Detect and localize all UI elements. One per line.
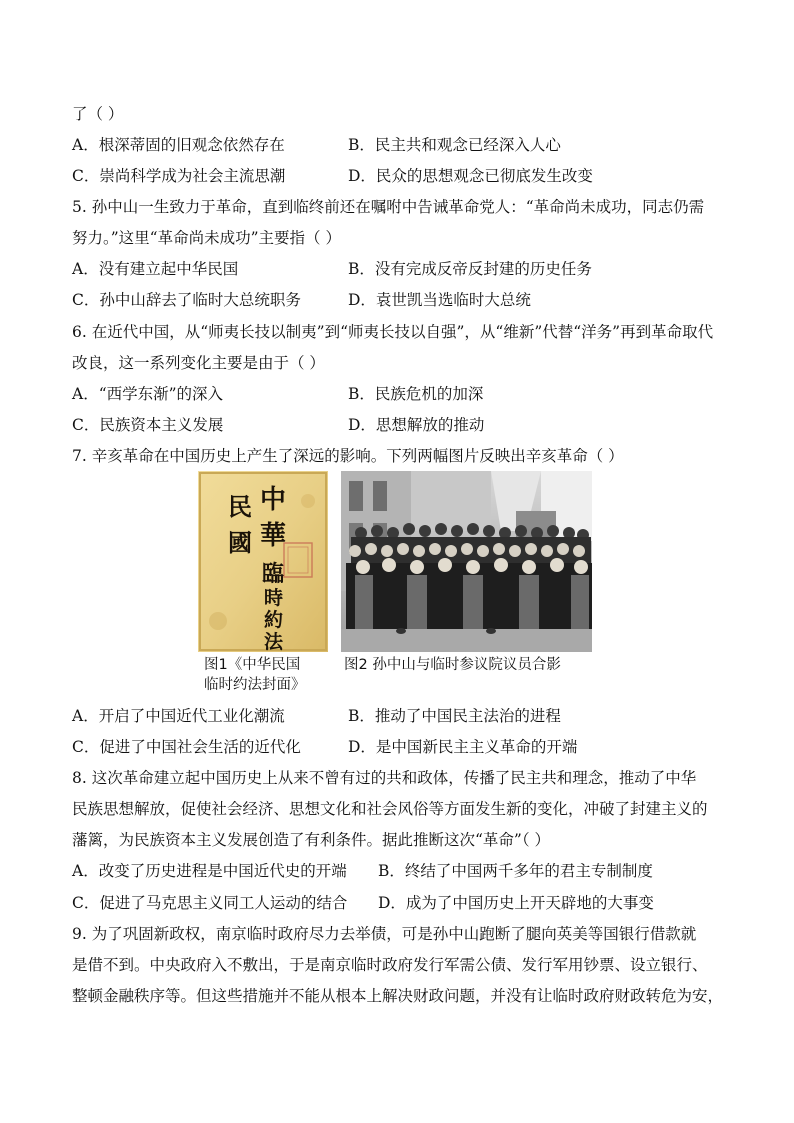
figure-2-caption: 图2 孙中山与临时参议院议员合影 — [344, 657, 561, 673]
q5-option-d: D．袁世凯当选临时大总统 — [348, 291, 531, 309]
q8-option-c: C．促进了马克思主义同工人运动的结合 — [72, 894, 348, 912]
question-9-stem-line3: 整顿金融秩序等。但这些措施并不能从根本上解决财政问题，并没有让临时政府财政转危为安， — [72, 987, 724, 1005]
cover-char: 華 — [260, 521, 287, 551]
cover-char: 臨 — [262, 561, 285, 587]
q7-option-a: A．开启了中国近代工业化潮流 — [72, 707, 285, 725]
q8-option-a: A．改变了历史进程是中国近代史的开端 — [72, 862, 347, 880]
q7-option-d: D．是中国新民主主义革命的开端 — [348, 738, 578, 756]
cover-char: 中 — [260, 485, 287, 515]
question-8-stem-line1: 8. 这次革命建立起中国历史上从来不曾有过的共和政体，传播了民主共和理念，推动了中华 — [72, 769, 697, 787]
q5-option-b: B．没有完成反帝反封建的历史任务 — [348, 260, 592, 278]
figure-2-group-photo — [341, 471, 592, 652]
q6-option-c: C．民族资本主义发展 — [72, 416, 224, 434]
question-7-stem: 7. 辛亥革命在中国历史上产生了深远的影响。下列两幅图片反映出辛亥革命（ ） — [72, 447, 624, 465]
figure-1-constitution-cover — [198, 471, 328, 652]
question-6-stem-line1: 6. 在近代中国，从“师夷长技以制夷”到“师夷长技以自强”，从“维新”代替“洋务”再到革命取代 — [72, 323, 714, 341]
q4-option-a: A．根深蒂固的旧观念依然存在 — [72, 136, 285, 154]
q8-option-b: B．终结了中国两千多年的君主专制制度 — [378, 862, 653, 880]
question-8-stem-line2: 民族思想解放，促使社会经济、思想文化和社会风俗等方面发生新的变化，冲破了封建主义的 — [72, 800, 708, 818]
cover-char: 約 — [264, 609, 284, 631]
q7-option-b: B．推动了中国民主法治的进程 — [348, 707, 561, 725]
q6-option-b: B．民族危机的加深 — [348, 385, 484, 403]
cover-char: 時 — [264, 587, 284, 609]
q4-option-c: C．崇尚科学成为社会主流思潮 — [72, 167, 286, 185]
question-9-stem-line2: 是借不到。中央政府入不敷出，于是南京临时政府发行军需公债、发行军用钞票、设立银行、 — [72, 956, 708, 974]
q5-option-c: C．孙中山辞去了临时大总统职务 — [72, 291, 301, 309]
question-5-stem-line2: 努力。”这里“革命尚未成功”主要指（ ） — [72, 229, 341, 247]
cover-char: 民 — [228, 492, 252, 521]
q6-option-d: D．思想解放的推动 — [348, 416, 485, 434]
question-9-stem-line1: 9. 为了巩固新政权，南京临时政府尽力去举债，可是孙中山跑断了腿向英美等国银行借款就 — [72, 925, 697, 943]
question-5-stem-line1: 5. 孙中山一生致力于革命，直到临终前还在嘱咐中告诫革命党人：“革命尚未成功，同志仍需 — [72, 198, 705, 216]
cover-char: 國 — [228, 528, 252, 557]
question-6-stem-line2: 改良，这一系列变化主要是由于（ ） — [72, 354, 325, 372]
cover-char: 法 — [264, 631, 284, 653]
group-photo-image — [341, 471, 592, 652]
figure-1-caption-line2: 临时约法封面》 — [204, 677, 306, 693]
question-8-stem-line3: 藩篱，为民族资本主义发展创造了有利条件。据此推断这次“革命”（ ） — [72, 831, 551, 849]
question-4-tail: 了（ ） — [72, 105, 124, 123]
q4-option-d: D．民众的思想观念已彻底发生改变 — [348, 167, 593, 185]
figure-1-caption-line1: 图1《中华民国 — [204, 657, 301, 673]
q7-option-c: C．促进了中国社会生活的近代化 — [72, 738, 301, 756]
q8-option-d: D．成为了中国历史上开天辟地的大事变 — [378, 894, 654, 912]
q5-option-a: A．没有建立起中华民国 — [72, 260, 239, 278]
q6-option-a: A．“西学东渐”的深入 — [72, 385, 224, 403]
q4-option-b: B．民主共和观念已经深入人心 — [348, 136, 561, 154]
